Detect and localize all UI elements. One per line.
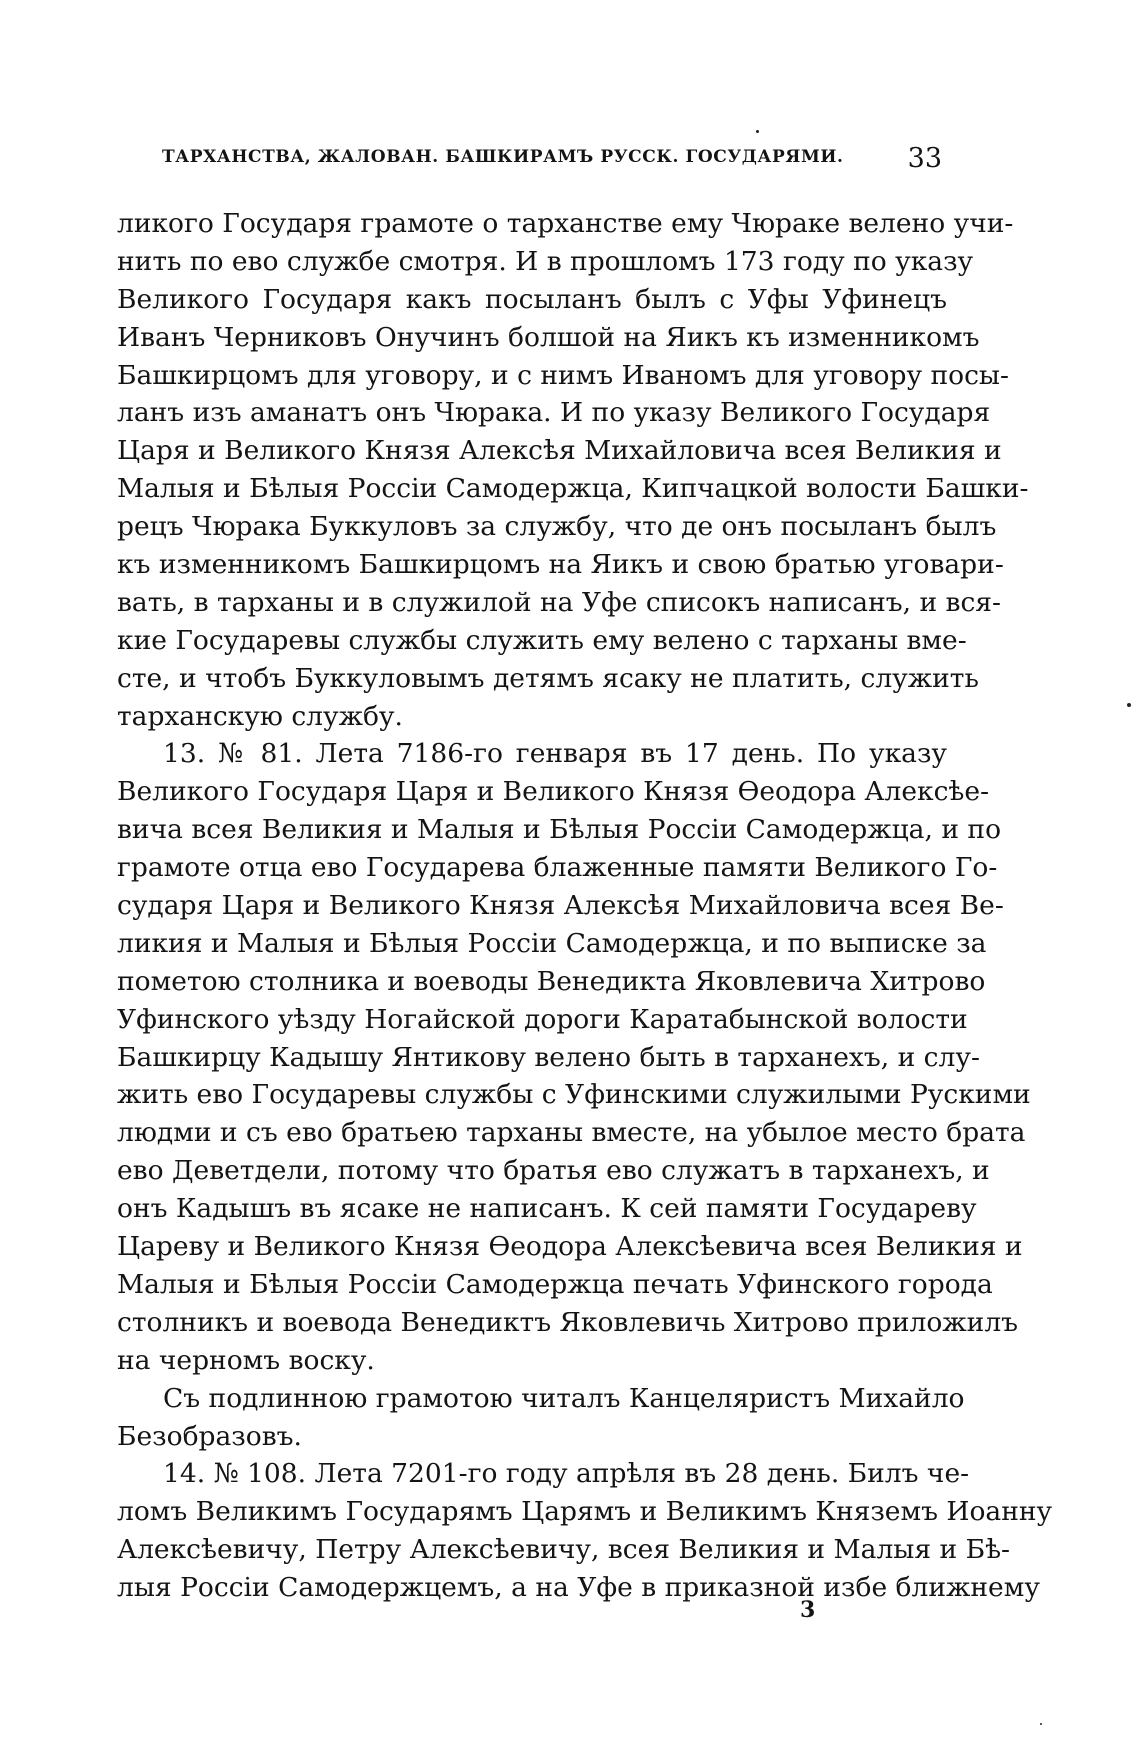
text-line: онъ Кадышъ въ ясаке не написанъ. К сей памяти Государеву — [117, 1193, 977, 1225]
text-line: жить ево Государевы службы с Уфинскими служилыми Рускими — [117, 1079, 1031, 1111]
text-line: Съ подлинною грамотою читалъ Канцеляристъ Михайло — [163, 1382, 965, 1414]
text-line: тарханскую службу. — [117, 700, 403, 732]
running-head: ТАРХАНСТВА, ЖАЛОВАН. БАШКИРАМЪ РУССК. ГОСУДАРЯМИ. — [162, 147, 844, 167]
text-line: 14. № 108. Лета 7201-го году апрѣля въ 28 день. Билъ че- — [163, 1458, 970, 1490]
text-line: ликия и Малыя и Бѣлыя Россіи Самодержца, и по выписке за — [117, 927, 987, 959]
text-line: ломъ Великимъ Государямъ Царямъ и Великимъ Княземъ Иоанну — [117, 1496, 1053, 1528]
text-line: къ изменникомъ Башкирцомъ на Яикъ и свою братью уговари- — [117, 549, 1004, 581]
print-speck — [1127, 703, 1131, 707]
text-line: людми и съ ево братьею тарханы вместе, на убылое место брата — [117, 1117, 1026, 1149]
text-line: вича всея Великия и Малыя и Бѣлыя Россіи Самодержца, и по — [117, 814, 1002, 846]
text-line: столникъ и воевода Венедиктъ Яковлевичь Хитрово приложилъ — [117, 1306, 1019, 1338]
text-line: Башкирцомъ для уговору, и с нимъ Иваномъ для уговору посы- — [117, 359, 1009, 391]
text-line: Алексѣевичу, Петру Алексѣевичу, всея Великия и Малыя и Бѣ- — [117, 1534, 1011, 1566]
body-text — [117, 205, 1053, 1607]
text-line: Великого Государя Царя и Великого Князя Ѳеодора Алексѣе- — [117, 776, 990, 808]
page-number: 33 — [907, 143, 942, 174]
text-line: грамоте отца ево Государева блаженные памяти Великого Го- — [117, 852, 998, 884]
text-line: вать, в тарханы и в служилой на Уфе списокъ написанъ, и вся- — [117, 586, 1001, 618]
print-speck — [756, 130, 759, 133]
text-line: Малыя и Бѣлыя Россіи Самодержца печать Уфинского города — [117, 1268, 993, 1300]
text-line: на черномъ воску. — [117, 1344, 375, 1376]
text-line: ево Деветдели, потому что братья ево служатъ в тарханехъ, и — [117, 1155, 990, 1187]
paragraph-attestation — [117, 1380, 965, 1456]
text-line: 13. № 81. Лета 7186-го генваря въ 17 день. По указу — [163, 738, 947, 770]
text-line: ликого Государя грамоте о тарханстве ему Чюраке велено учи- — [117, 208, 1014, 239]
text-line: Безобразовъ. — [117, 1420, 302, 1452]
print-speck — [1040, 1723, 1042, 1725]
text-line: Башкирцу Кадышу Янтикову велено быть в тарханехъ, и слу- — [117, 1041, 980, 1073]
paragraph-continued — [117, 205, 1029, 735]
text-line: рецъ Чюрака Буккуловъ за службу, что де онъ посыланъ былъ — [117, 511, 997, 543]
page-header — [162, 143, 942, 177]
signature-mark: 3 — [800, 1597, 816, 1623]
text-line: Иванъ Черниковъ Онучинъ болшой на Яикъ къ изменникомъ — [117, 321, 980, 353]
text-line: лыя Россіи Самодержцемъ, а на Уфе в приказной избе ближнему — [117, 1572, 1040, 1604]
text-line: Малыя и Бѣлыя Россіи Самодержца, Кипчацкой волости Башки- — [117, 473, 1029, 505]
text-line: сте, и чтобъ Буккуловымъ детямъ ясаку не платить, служить — [117, 662, 979, 694]
paragraph-entry-13 — [117, 735, 1031, 1379]
text-line: кие Государевы службы служить ему велено с тарханы вме- — [117, 624, 967, 656]
text-line: нить по ево службе смотря. И в прошломъ 173 году по указу — [117, 245, 974, 277]
text-line: Великого Государя какъ посыланъ былъ с Уфы Уфинецъ — [117, 283, 947, 315]
paragraph-entry-14 — [117, 1455, 1053, 1607]
text-line: сударя Царя и Великого Князя Алексѣя Михайловича всея Ве- — [117, 890, 1004, 922]
text-line: ланъ изъ аманатъ онъ Чюрака. И по указу Великого Государя — [117, 397, 991, 429]
text-line: пометою столника и воеводы Венедикта Яковлевича Хитрово — [117, 965, 986, 997]
text-line: Уфинского уѣзду Ногайской дороги Каратабынской волости — [117, 1003, 968, 1035]
text-line: Царя и Великого Князя Алексѣя Михайловича всея Великия и — [117, 435, 1002, 467]
text-line: Цареву и Великого Князя Ѳеодора Алексѣевича всея Великия и — [117, 1231, 1023, 1263]
